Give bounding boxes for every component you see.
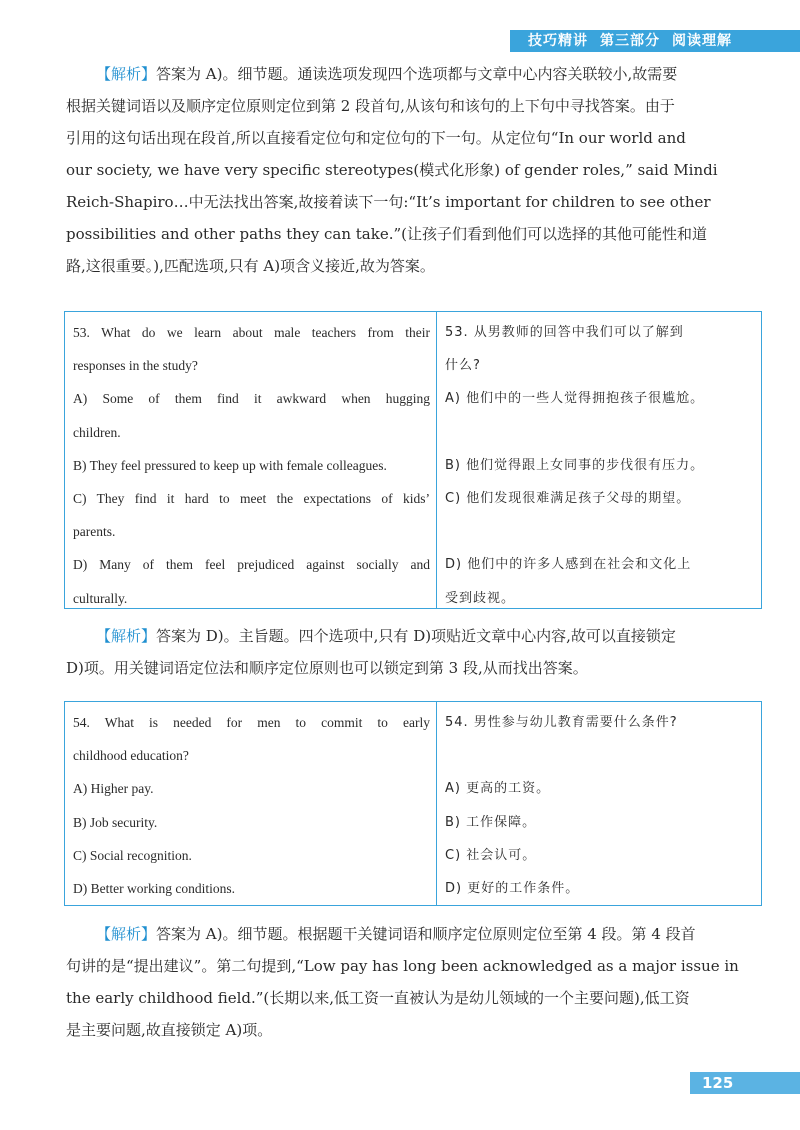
header-title-a: 技巧精讲: [528, 33, 588, 49]
english-column: [65, 702, 437, 905]
table-row: 54. What is needed for men to commit to early: [73, 715, 430, 730]
analysis-54: [66, 918, 760, 1046]
analysis-line: 引用的这句话出现在段首,所以直接看定位句和定位句的下一句。从定位句“In our world and: [66, 129, 686, 147]
question-table-53: [64, 311, 762, 609]
analysis-line: 答案为 A)。细节题。通读选项发现四个选项都与文章中心内容关联较小,故需要: [156, 65, 678, 83]
table-row: A) Some of them find it awkward when hugging: [73, 391, 430, 407]
table-row: A) 他们中的一些人觉得拥抱孩子很尴尬。: [445, 391, 705, 407]
table-row: C) 他们发现很难满足孩子父母的期望。: [445, 491, 691, 507]
table-row: C) 社会认可。: [445, 847, 537, 863]
table-row: [445, 515, 755, 548]
analysis-line: 句讲的是“提出建议”。第二句提到,“Low pay has long been acknowledged as a major issue in: [66, 957, 739, 975]
english-column: [65, 312, 437, 608]
analysis-52: [66, 58, 760, 282]
chinese-column: [437, 702, 761, 905]
table-row: A) Higher pay.: [73, 781, 154, 797]
table-row: C) Social recognition.: [73, 847, 192, 863]
table-row: 54. 男性参与幼儿教育需要什么条件?: [445, 715, 678, 730]
header-title-c: 阅读理解: [672, 33, 732, 49]
table-row: [445, 739, 755, 772]
table-row: C) They find it hard to meet the expectations of kids’: [73, 491, 430, 507]
analysis-line: possibilities and other paths they can take.”(让孩子们看到他们可以选择的其他可能性和道: [66, 225, 708, 243]
page-number: 125: [690, 1072, 800, 1094]
analysis-line: Reich-Shapiro…中无法找出答案,故接着读下一句:“It’s important for children to see other: [66, 193, 711, 211]
table-row: B) Job security.: [73, 814, 158, 830]
analysis-line: 答案为 A)。细节题。根据题干关键词语和顺序定位原则定位至第 4 段。第 4 段首: [156, 925, 696, 943]
table-row: A) 更高的工资。: [445, 781, 551, 797]
analysis-line: 是主要问题,故直接锁定 A)项。: [66, 1021, 273, 1039]
table-row: responses in the study?: [73, 358, 198, 374]
table-row: B) They feel pressured to keep up with female colleagues.: [73, 457, 387, 473]
table-row: D) Better working conditions.: [73, 881, 235, 897]
table-row: 受到歧视。: [445, 590, 516, 606]
table-row: D) 他们中的许多人感到在社会和文化上: [445, 557, 692, 573]
table-row: culturally.: [73, 590, 128, 606]
analysis-tag: 【解析】: [96, 925, 157, 943]
table-row: D) Many of them feel prejudiced against socially and: [73, 557, 430, 573]
table-row: 53. 从男教师的回答中我们可以了解到: [445, 325, 684, 340]
analysis-line: 答案为 D)。主旨题。四个选项中,只有 D)项贴近文章中心内容,故可以直接锁定: [156, 627, 676, 645]
table-row: B) 工作保障。: [445, 814, 537, 830]
header-title-b: 第三部分: [600, 33, 660, 49]
table-row: 什么?: [445, 358, 481, 374]
analysis-line: 根据关键词语以及顺序定位原则定位到第 2 段首句,从该句和该句的上下句中寻找答案。由于: [66, 97, 675, 115]
table-row: D) 更好的工作条件。: [445, 881, 580, 897]
analysis-line: 路,这很重要。),匹配选项,只有 A)项含义接近,故为答案。: [66, 257, 435, 275]
table-row: parents.: [73, 524, 116, 540]
table-row: 53. What do we learn about male teachers from their: [73, 325, 430, 340]
table-row: childhood education?: [73, 748, 189, 764]
question-table-54: [64, 701, 762, 906]
analysis-53: [66, 620, 760, 684]
table-row: [445, 416, 755, 449]
analysis-line: D)项。用关键词语定位法和顺序定位原则也可以锁定到第 3 段,从而找出答案。: [66, 659, 588, 677]
analysis-tag: 【解析】: [96, 65, 157, 83]
analysis-tag: 【解析】: [96, 627, 157, 645]
table-row: B) 他们觉得跟上女同事的步伐很有压力。: [445, 457, 705, 473]
analysis-line: the early childhood field.”(长期以来,低工资一直被认为是幼儿领域的一个主要问题),低工资: [66, 989, 690, 1007]
chinese-column: [437, 312, 761, 608]
table-row: children.: [73, 424, 121, 440]
analysis-line: our society, we have very specific stereotypes(模式化形象) of gender roles,” said Mindi: [66, 161, 718, 179]
section-header: [510, 30, 800, 52]
